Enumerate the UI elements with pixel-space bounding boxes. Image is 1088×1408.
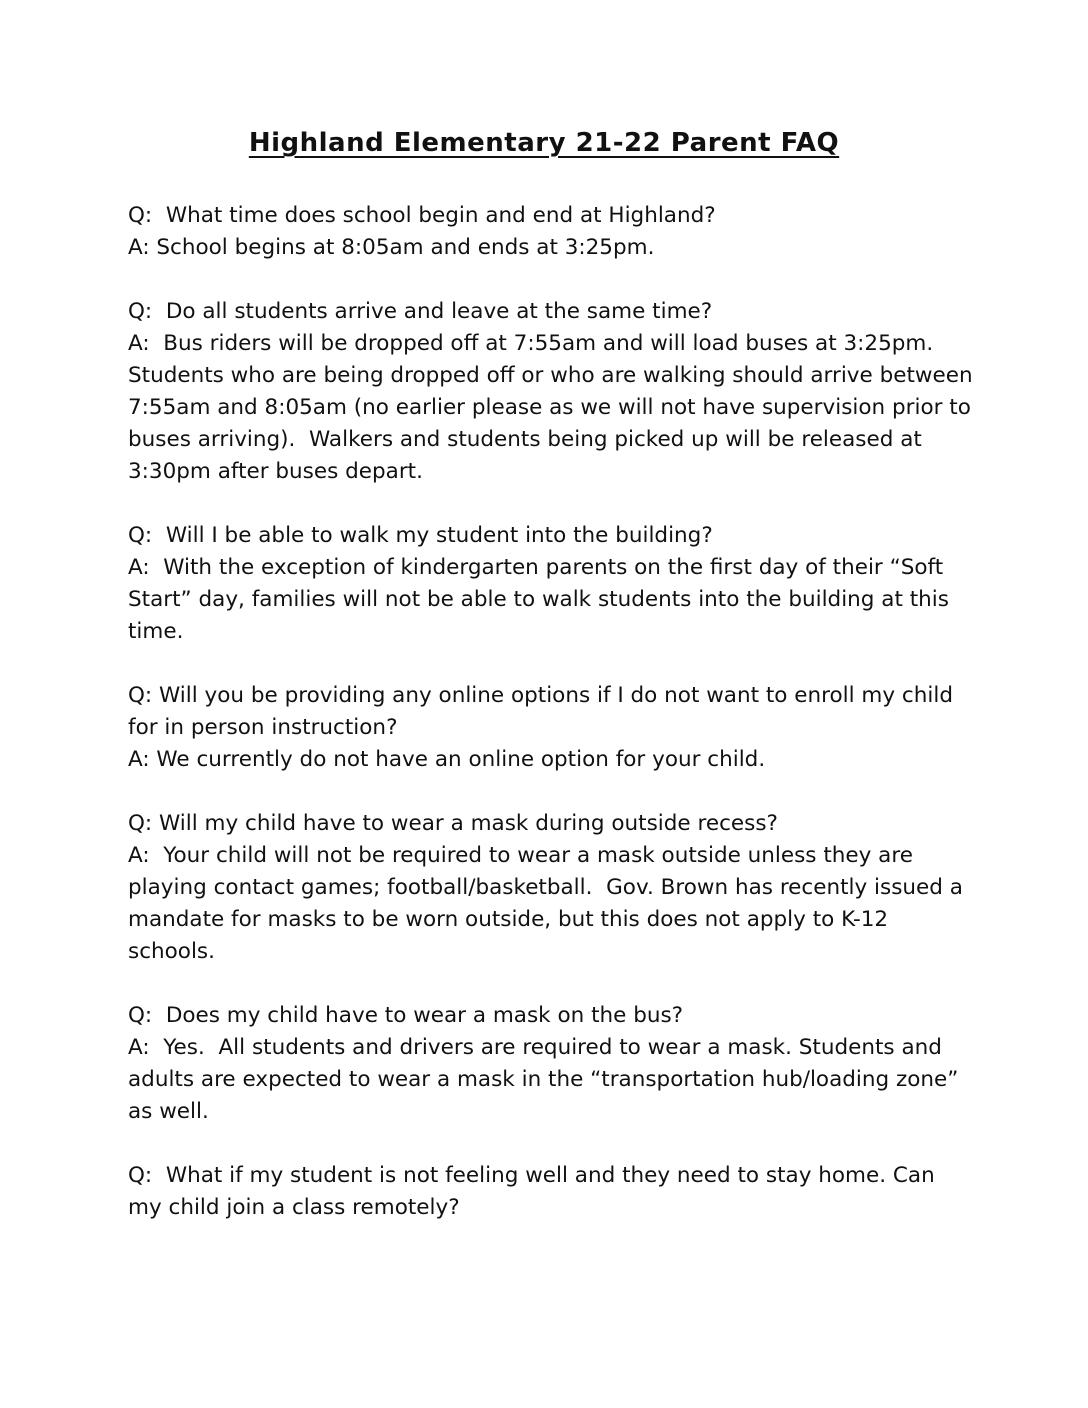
faq-item	[128, 200, 973, 264]
faq-item	[128, 680, 973, 776]
document-title: Highland Elementary 21-22 Parent FAQ	[248, 128, 840, 158]
faq-answer: A: We currently do not have an online option for your child.	[128, 747, 766, 772]
faq-item	[128, 520, 973, 648]
faq-question: Q: Will you be providing any online options if I do not want to enroll my child for in person instruction?	[128, 683, 960, 740]
faq-question: Q: Do all students arrive and leave at the same time?	[128, 299, 713, 324]
faq-question: Q: What time does school begin and end at Highland?	[128, 203, 716, 228]
faq-item	[128, 1160, 973, 1224]
faq-answer: A: Bus riders will be dropped off at 7:55am and will load buses at 3:25pm. Students who are being dropped off or who are walking should arrive between 7:55am and 8:05am (no earlier please as we will not have supervision prior to buses arriving). Walkers and students being picked up will be released at 3:30pm after buses depart.	[128, 331, 980, 484]
faq-answer: A: School begins at 8:05am and ends at 3:25pm.	[128, 235, 655, 260]
faq-item	[128, 1000, 973, 1128]
faq-question: Q: Does my child have to wear a mask on the bus?	[128, 1003, 684, 1028]
faq-answer: A: With the exception of kindergarten parents on the first day of their “Soft Start” day, families will not be able to walk students into the building at this time.	[128, 555, 956, 644]
faq-question: Q: Will I be able to walk my student into the building?	[128, 523, 713, 548]
faq-question: Q: Will my child have to wear a mask during outside recess?	[128, 811, 778, 836]
faq-answer: A: Yes. All students and drivers are required to wear a mask. Students and adults are expected to wear a mask in the “transportation hub/loading zone” as well.	[128, 1035, 966, 1124]
faq-item	[128, 808, 973, 968]
faq-list	[128, 200, 980, 1256]
faq-item	[128, 296, 980, 488]
faq-answer: A: Your child will not be required to wear a mask outside unless they are playing contact games; football/basketball. Gov. Brown has recently issued a mandate for masks to be worn outside, but this does not apply to K-12 schools.	[128, 843, 970, 964]
faq-question: Q: What if my student is not feeling well and they need to stay home. Can my child join a class remotely?	[128, 1163, 942, 1220]
